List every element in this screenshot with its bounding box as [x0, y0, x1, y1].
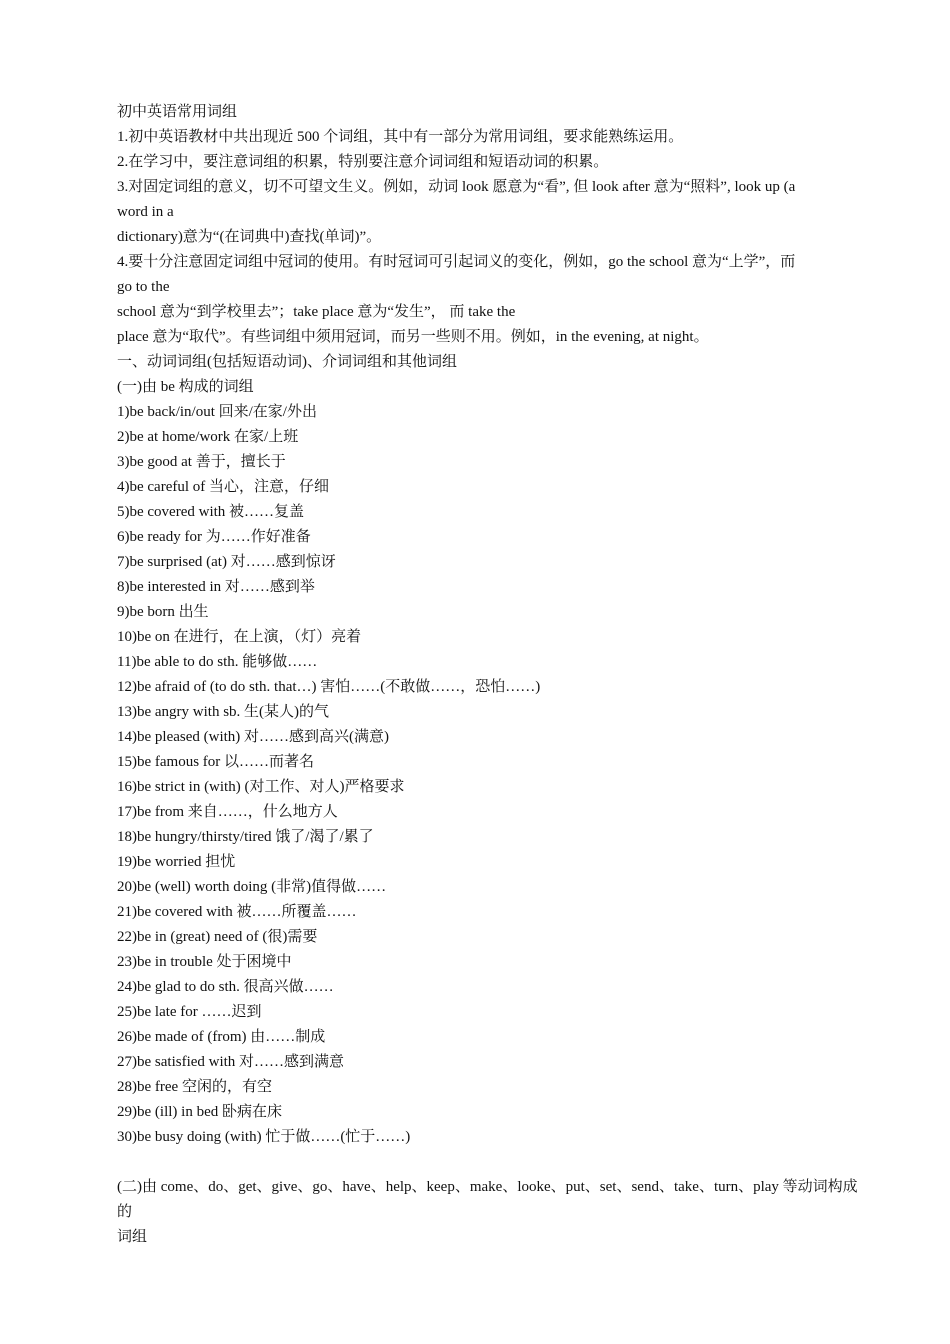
intro-line: 3.对固定词组的意义，切不可望文生义。例如，动词 look 愿意为“看”, 但 look after 意为“照料”, look up (a	[117, 179, 796, 195]
phrase-item: 13)be angry with sb. 生(某人)的气	[117, 704, 330, 720]
document-title: 初中英语常用词组	[117, 104, 238, 120]
intro-line: go to the	[117, 279, 170, 295]
phrase-item: 25)be late for ……迟到	[117, 1004, 262, 1020]
subsection-heading: (一)由 be 构成的词组	[117, 379, 254, 395]
paragraph-spacer	[117, 1150, 862, 1175]
phrase-item: 6)be ready for 为……作好准备	[117, 529, 311, 545]
phrase-item: 3)be good at 善于，擅长于	[117, 454, 286, 470]
subsection-heading-continued: 词组	[117, 1229, 148, 1245]
intro-line: word in a	[117, 204, 174, 220]
phrase-item: 28)be free 空闲的，有空	[117, 1079, 272, 1095]
phrase-item: 14)be pleased (with) 对……感到高兴(满意)	[117, 729, 390, 745]
intro-line: 4.要十分注意固定词组中冠词的使用。有时冠词可引起词义的变化，例如，go the school 意为“上学”，而	[117, 254, 796, 270]
phrase-item: 4)be careful of 当心，注意，仔细	[117, 479, 330, 495]
phrase-item: 10)be on 在进行，在上演，（灯）亮着	[117, 629, 362, 645]
phrase-item: 29)be (ill) in bed 卧病在床	[117, 1104, 282, 1120]
phrase-item: 8)be interested in 对……感到举	[117, 579, 315, 595]
phrase-item: 22)be in (great) need of (很)需要	[117, 929, 318, 945]
intro-line: dictionary)意为“(在词典中)查找(单词)”。	[117, 229, 382, 245]
phrase-item: 7)be surprised (at) 对……感到惊讶	[117, 554, 336, 570]
phrase-item: 11)be able to do sth. 能够做……	[117, 654, 318, 670]
document-body	[117, 100, 862, 1250]
phrase-item: 23)be in trouble 处于困境中	[117, 954, 292, 970]
phrase-item: 27)be satisfied with 对……感到满意	[117, 1054, 345, 1070]
phrase-item: 12)be afraid of (to do sth. that…) 害怕……(不敢做……，恐怕……)	[117, 679, 541, 695]
phrase-item: 15)be famous for 以……而著名	[117, 754, 315, 770]
intro-line: place 意为“取代”。有些词组中须用冠词，而另一些则不用。例如，in the evening, at night。	[117, 329, 709, 345]
phrase-item: 5)be covered with 被……复盖	[117, 504, 305, 520]
intro-line: 1.初中英语教材中共出现近 500 个词组，其中有一部分为常用词组，要求能熟练运用。	[117, 129, 684, 145]
phrase-item: 17)be from 来自……，什么地方人	[117, 804, 338, 820]
phrase-item: 1)be back/in/out 回来/在家/外出	[117, 404, 317, 420]
phrase-item: 18)be hungry/thirsty/tired 饿了/渴了/累了	[117, 829, 374, 845]
phrase-item: 21)be covered with 被……所覆盖……	[117, 904, 357, 920]
phrase-item: 30)be busy doing (with) 忙于做……(忙于……)	[117, 1129, 411, 1145]
phrase-item: 19)be worried 担忧	[117, 854, 236, 870]
intro-line: 2.在学习中，要注意词组的积累，特别要注意介词词组和短语动词的积累。	[117, 154, 609, 170]
intro-line: school 意为“到学校里去”；take place 意为“发生”， 而 take the	[117, 304, 516, 320]
phrase-item: 16)be strict in (with) (对工作、对人)严格要求	[117, 779, 405, 795]
phrase-item: 24)be glad to do sth. 很高兴做……	[117, 979, 334, 995]
phrase-item: 2)be at home/work 在家/上班	[117, 429, 299, 445]
section-heading: 一、动词词组(包括短语动词)、介词词组和其他词组	[117, 354, 457, 370]
phrase-item: 26)be made of (from) 由……制成	[117, 1029, 326, 1045]
subsection-heading: (二)由 come、do、get、give、go、have、help、keep、make、looke、put、set、send、take、turn、play 等动词构成的	[117, 1179, 858, 1220]
phrase-item: 20)be (well) worth doing (非常)值得做……	[117, 879, 387, 895]
phrase-item: 9)be born 出生	[117, 604, 209, 620]
